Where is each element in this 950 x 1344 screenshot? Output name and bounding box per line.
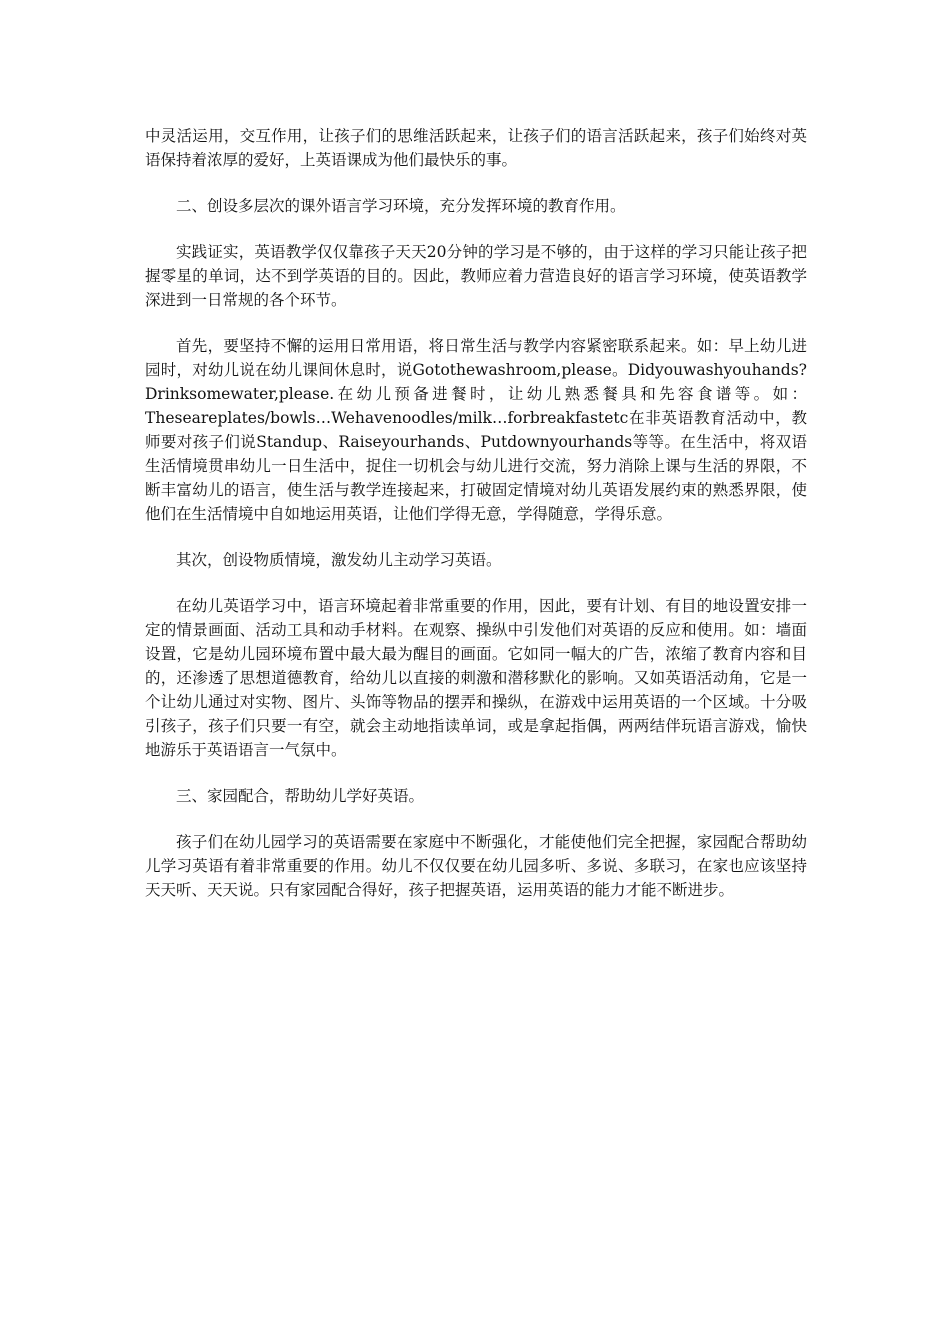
- document-page: [145, 124, 807, 924]
- section-heading-3: 三、家园配合，帮助幼儿学好英语。: [176, 787, 425, 805]
- section-heading-2: 二、创设多层次的课外语言学习环境，充分发挥环境的教育作用。: [176, 197, 626, 215]
- paragraph-continuation: 中灵活运用，交互作用，让孩子们的思维活跃起来，让孩子们的语言活跃起来，孩子们始终对英语保持着浓厚的爱好，上英语课成为他们最快乐的事。: [145, 127, 807, 169]
- paragraph-language-environment: 在幼儿英语学习中，语言环境起着非常重要的作用，因此，要有计划、有目的地设置安排一定的情景画面、活动工具和动手材料。在观察、操纵中引发他们对英语的反应和使用。如：墙面设置，它是幼儿园环境布置中最大最为醒目的画面。它如同一幅大的广告，浓缩了教育内容和目的，还渗透了思想道德教育，给幼儿以直接的刺激和潜移默化的影响。又如英语活动角，它是一个让幼儿通过对实物、图片、头饰等物品的摆弄和操纵，在游戏中运用英语的一个区域。十分吸引孩子，孩子们只要一有空，就会主动地指读单词，或是拿起指偶，两两结伴玩语言游戏，愉快地游乐于英语语言一气氛中。: [145, 597, 807, 759]
- subheading-material-context: 其次，创设物质情境，激发幼儿主动学习英语。: [176, 551, 502, 569]
- paragraph-home-school: 孩子们在幼儿园学习的英语需要在家庭中不断强化，才能使他们完全把握，家园配合帮助幼儿学习英语有着非常重要的作用。幼儿不仅仅要在幼儿园多听、多说、多联习，在家也应该坚持天天听、天天说。只有家园配合得好，孩子把握英语，运用英语的能力才能不断进步。: [145, 833, 807, 899]
- paragraph-daily-language: 首先，要坚持不懈的运用日常用语，将日常生活与教学内容紧密联系起来。如：早上幼儿进园时，对幼儿说在幼儿课间休息时，说Gotothewashroom,please。Didyouwashyouhands?Drinksomewater,please.在幼儿预备进餐时，让幼儿熟悉餐具和先容食谱等。如：Theseareplates/bowls…Wehavenoodles/milk…forbreakfastetc在非英语教育活动中，教师要对孩子们说Standup、Raiseyourhands、Putdownyourhands等等。在生活中，将双语生活情境贯串幼儿一日生活中，捉住一切机会与幼儿进行交流，努力消除上课与生活的界限，不断丰富幼儿的语言，使生活与教学连接起来，打破固定情境对幼儿英语发展约束的熟悉界限，使他们在生活情境中自如地运用英语，让他们学得无意，学得随意，学得乐意。: [145, 337, 807, 523]
- paragraph-practice: 实践证实，英语教学仅仅靠孩子天天20分钟的学习是不够的，由于这样的学习只能让孩子把握零星的单词，达不到学英语的目的。因此，教师应着力营造良好的语言学习环境，使英语教学深进到一日常规的各个环节。: [145, 243, 807, 309]
